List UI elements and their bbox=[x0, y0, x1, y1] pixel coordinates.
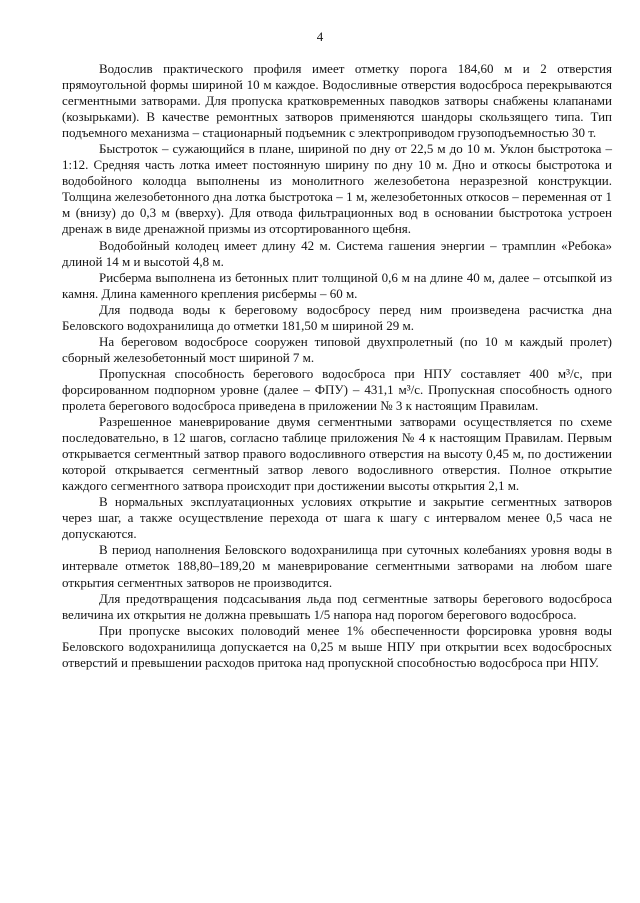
document-body bbox=[62, 61, 612, 671]
paragraph-discharge-capacity: Пропускная способность берегового водосброса при НПУ составляет 400 м³/с, при форсированном подпорном уровне (далее – ФПУ) – 431,1 м³/с. Пропускная способность одного пролета берегового водосброса приведена в приложении № 3 к настоящим Правилам. bbox=[62, 365, 612, 413]
paragraph-apron: Рисберма выполнена из бетонных плит толщиной 0,6 м на длине 40 м, далее – отсыпкой из камня. Длина каменного крепления рисбермы – 60 м. bbox=[62, 269, 612, 301]
paragraph-approach-clearing: Для подвода воды к береговому водосбросу перед ним произведена расчистка дна Беловского водохранилища до отметки 181,50 м шириной 29 м. bbox=[62, 301, 612, 333]
paragraph-chute: Быстроток – сужающийся в плане, шириной по дну от 22,5 м до 10 м. Уклон быстротока – 1:12. Средняя часть лотка имеет постоянную ширину по дну 10 м. Дно и откосы быстротока и водобойного колодца выполнены из монолитного железобетона неразрезной конструкции. Толщина железобетонного дна лотка быстротока – 1 м, железобетонных откосов – переменная от 1 м (внизу) до 0,3 м (вверху). Для отвода фильтрационных вод в основании быстротока устроен дренаж в виде дренажной призмы из отсортированного щебня. bbox=[62, 141, 612, 237]
paragraph-high-floods: При пропуске высоких половодий менее 1% обеспеченности форсировка уровня воды Беловского водохранилища допускается на 0,25 м выше НПУ при открытии всех водосбросных отверстий и превышении расходов притока над пропускной способностью водосброса при НПУ. bbox=[62, 622, 612, 670]
paragraph-stilling-basin: Водобойный колодец имеет длину 42 м. Система гашения энергии – трамплин «Ребока» длиной 14 м и высотой 4,8 м. bbox=[62, 237, 612, 269]
paragraph-bridge: На береговом водосбросе сооружен типовой двухпролетный (по 10 м каждый пролет) сборный железобетонный мост шириной 7 м. bbox=[62, 333, 612, 365]
paragraph-normal-conditions: В нормальных эксплуатационных условиях открытие и закрытие сегментных затворов через шаг, а также осуществление перехода от шага к шагу с интервалом менее 0,5 часа не допускаются. bbox=[62, 494, 612, 542]
paragraph-ice-suction: Для предотвращения подсасывания льда под сегментные затворы берегового водосброса величина их открытия не должна превышать 1/5 напора над порогом берегового водосброса. bbox=[62, 590, 612, 622]
paragraph-spillway-profile: Водослив практического профиля имеет отметку порога 184,60 м и 2 отверстия прямоугольной формы шириной 10 м каждое. Водосливные отверстия водосброса перекрываются сегментными затворами. Для пропуска кратковременных паводков затворы снабжены клапанами (козырьками). В качестве ремонтных затворов применяются шандоры скользящего типа. Тип подъемного механизма – стационарный подъемник с электроприводом грузоподъемностью 30 т. bbox=[62, 61, 612, 141]
paragraph-filling-period: В период наполнения Беловского водохранилища при суточных колебаниях уровня воды в интервале отметок 188,80–189,20 м маневрирование сегментными затворами на любом шаге открытия сегментных затворов не производится. bbox=[62, 542, 612, 590]
page-number: 4 bbox=[316, 29, 324, 44]
paragraph-gate-operation: Разрешенное маневрирование двумя сегментными затворами осуществляется по схеме последовательно, в 12 шагов, согласно таблице приложения № 4 к настоящим Правилам. Первым открывается сегментный затвор правого водосливного отверстия на высоту 0,45 м, по достижении которой открывается сегментный затвор левого водосливного отверстия. Полное открытие каждого сегментного затвора происходит при достижении высоты открытия 2,1 м. bbox=[62, 414, 612, 494]
